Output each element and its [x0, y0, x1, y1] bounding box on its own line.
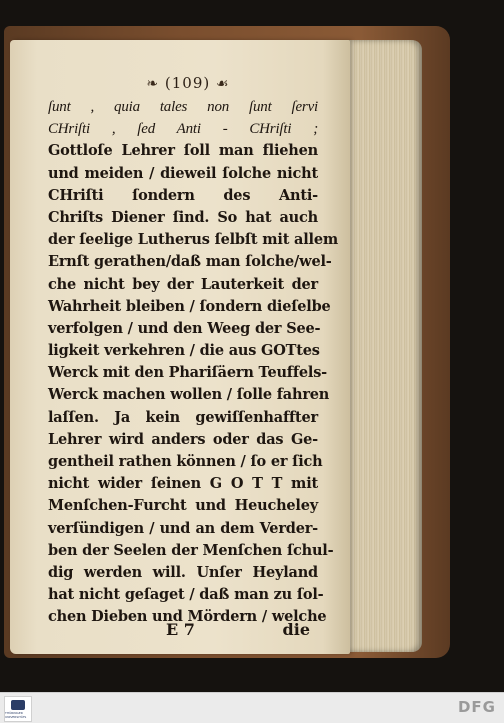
page-number: (109) [164, 74, 211, 92]
text-block [48, 96, 339, 629]
library-logo-icon [11, 700, 25, 710]
text-line: und meiden / dieweil ſolche nicht [48, 164, 318, 182]
text-line: Gottloſe Lehrer ſoll man fliehen [48, 142, 318, 160]
text-line: ligkeit verkehren / die aus GOTtes [48, 342, 320, 360]
text-line: Lehrer wird anders oder das Ge- [48, 430, 318, 448]
viewer-footer-bar [0, 692, 504, 723]
text-line: ſunt , quia tales non ſunt ſervi [48, 99, 318, 115]
library-logo-text: THÜRINGER UNIVERSITÄTS [5, 710, 27, 719]
page-header [10, 74, 366, 92]
text-line: ben der Seelen der Menſchen ſchul- [48, 541, 334, 559]
text-line: dig werden will. Unſer Heyland [48, 563, 318, 581]
text-line: CHriſti ſondern des Anti- [48, 186, 318, 204]
text-line: Ernſt gerathen/daß man ſolche/wel- [48, 253, 332, 271]
text-line: verſündigen / und an dem Verder- [48, 519, 318, 537]
dfg-logo[interactable]: DFG [457, 698, 496, 716]
library-logo[interactable] [4, 696, 32, 722]
text-line: Werck mit den Phariſäern Teuffels- [48, 364, 328, 382]
text-line: Menſchen-Furcht und Heucheley [48, 497, 318, 515]
text-line: der ſeelige Lutherus ſelbſt mit allem [48, 231, 339, 249]
text-line: laſſen. Ja kein gewiſſenhaffter [48, 408, 318, 426]
text-line: gentheil rathen können / ſo er ſich [48, 453, 323, 470]
page-footer [48, 620, 310, 642]
text-line: hat nicht geſaget / daß man zu ſol- [48, 586, 324, 604]
text-line: Werck machen wollen / ſolle fahren [48, 386, 330, 404]
catchword: die [282, 620, 310, 639]
text-line: Wahrheit bleiben / ſondern dieſelbe [48, 297, 331, 315]
text-line: chen Dieben und Mördern / welche [48, 608, 327, 626]
text-line: verfolgen / und den Weeg der See- [48, 319, 321, 337]
text-line: nicht wider ſeinen G O T T mit [48, 475, 318, 493]
text-line: CHriſti , ſed Anti - CHriſti ; [48, 121, 318, 138]
book-page [10, 40, 350, 654]
ornament-left-icon: ❧ [146, 76, 160, 92]
ornament-right-icon: ☙ [216, 76, 230, 92]
text-line: che nicht bey der Lauterkeit der [48, 275, 318, 293]
signature-mark: E 7 [166, 620, 195, 639]
text-line: Chriſts Diener ſind. So hat auch [48, 208, 318, 226]
